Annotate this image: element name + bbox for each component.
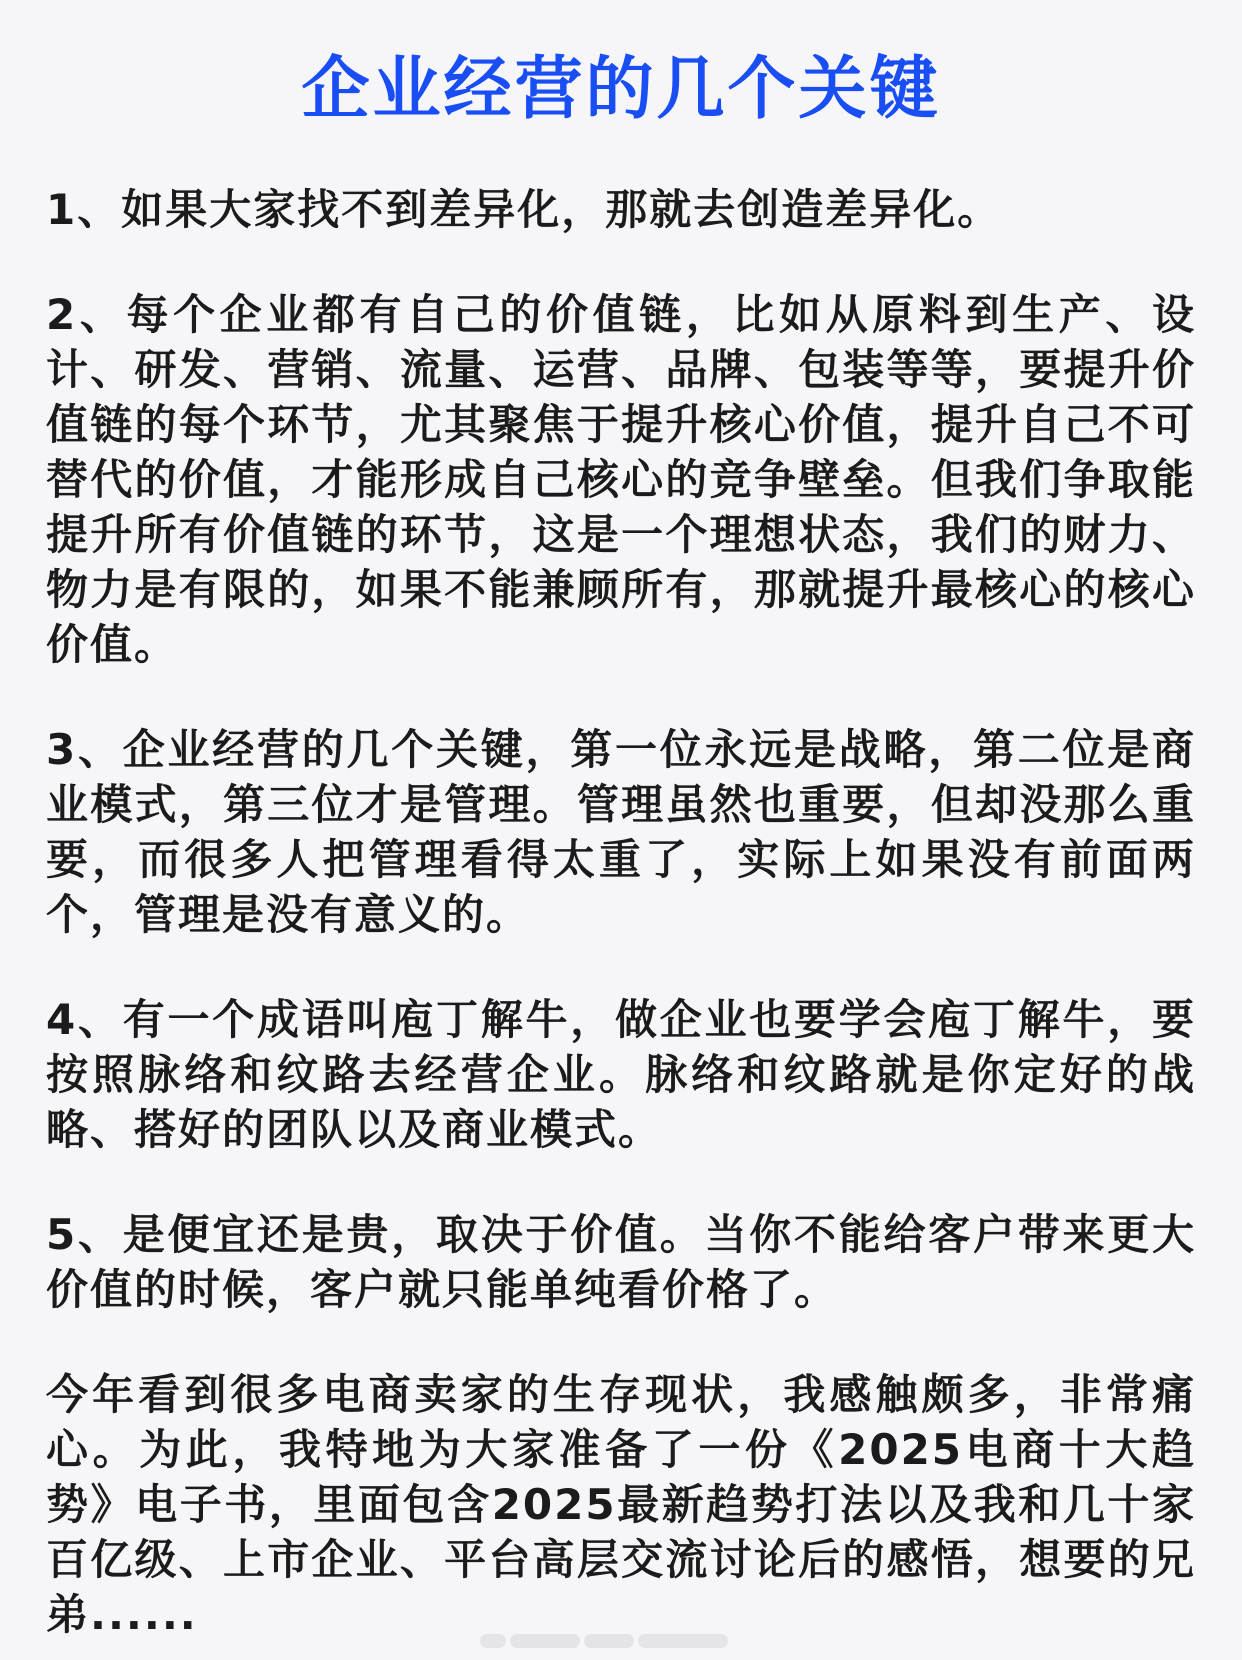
watermark xyxy=(480,1628,760,1654)
paragraph-4: 4、有一个成语叫庖丁解牛，做企业也要学会庖丁解牛，要按照脉络和纹路去经营企业。脉络和纹路就是你定好的战略、搭好的团队以及商业模式。 xyxy=(46,995,1196,1154)
paragraph-3: 3、企业经营的几个关键，第一位永远是战略，第二位是商业模式，第三位才是管理。管理虽然也重要，但却没那么重要，而很多人把管理看得太重了，实际上如果没有前面两个，管理是没有意义的。 xyxy=(46,725,1196,939)
paragraph-5: 5、是便宜还是贵，取决于价值。当你不能给客户带来更大价值的时候，客户就只能单纯看价格了。 xyxy=(46,1210,1196,1314)
page-title: 企业经营的几个关键 xyxy=(301,50,941,129)
paragraph-1: 1、如果大家找不到差异化，那就去创造差异化。 xyxy=(46,185,1002,234)
watermark-mark-b xyxy=(584,1634,634,1648)
watermark-logo-icon xyxy=(480,1634,506,1648)
closing-paragraph: 今年看到很多电商卖家的生存现状，我感触颇多，非常痛心。为此，我特地为大家准备了一份《2025电商十大趋势》电子书，里面包含2025最新趋势打法以及我和几十家百亿级、上市企业、平台高层交流讨论后的感悟，想要的兄弟...... xyxy=(46,1370,1196,1639)
paragraph-2: 2、每个企业都有自己的价值链，比如从原料到生产、设计、研发、营销、流量、运营、品牌、包装等等，要提升价值链的每个环节，尤其聚焦于提升核心价值，提升自己不可替代的价值，才能形成自己核心的竞争壁垒。但我们争取能提升所有价值链的环节，这是一个理想状态，我们的财力、物力是有限的，如果不能兼顾所有，那就提升最核心的核心价值。 xyxy=(46,290,1196,669)
article-body xyxy=(46,182,1196,1642)
watermark-mark-a xyxy=(510,1634,580,1648)
watermark-mark-c xyxy=(638,1634,728,1648)
